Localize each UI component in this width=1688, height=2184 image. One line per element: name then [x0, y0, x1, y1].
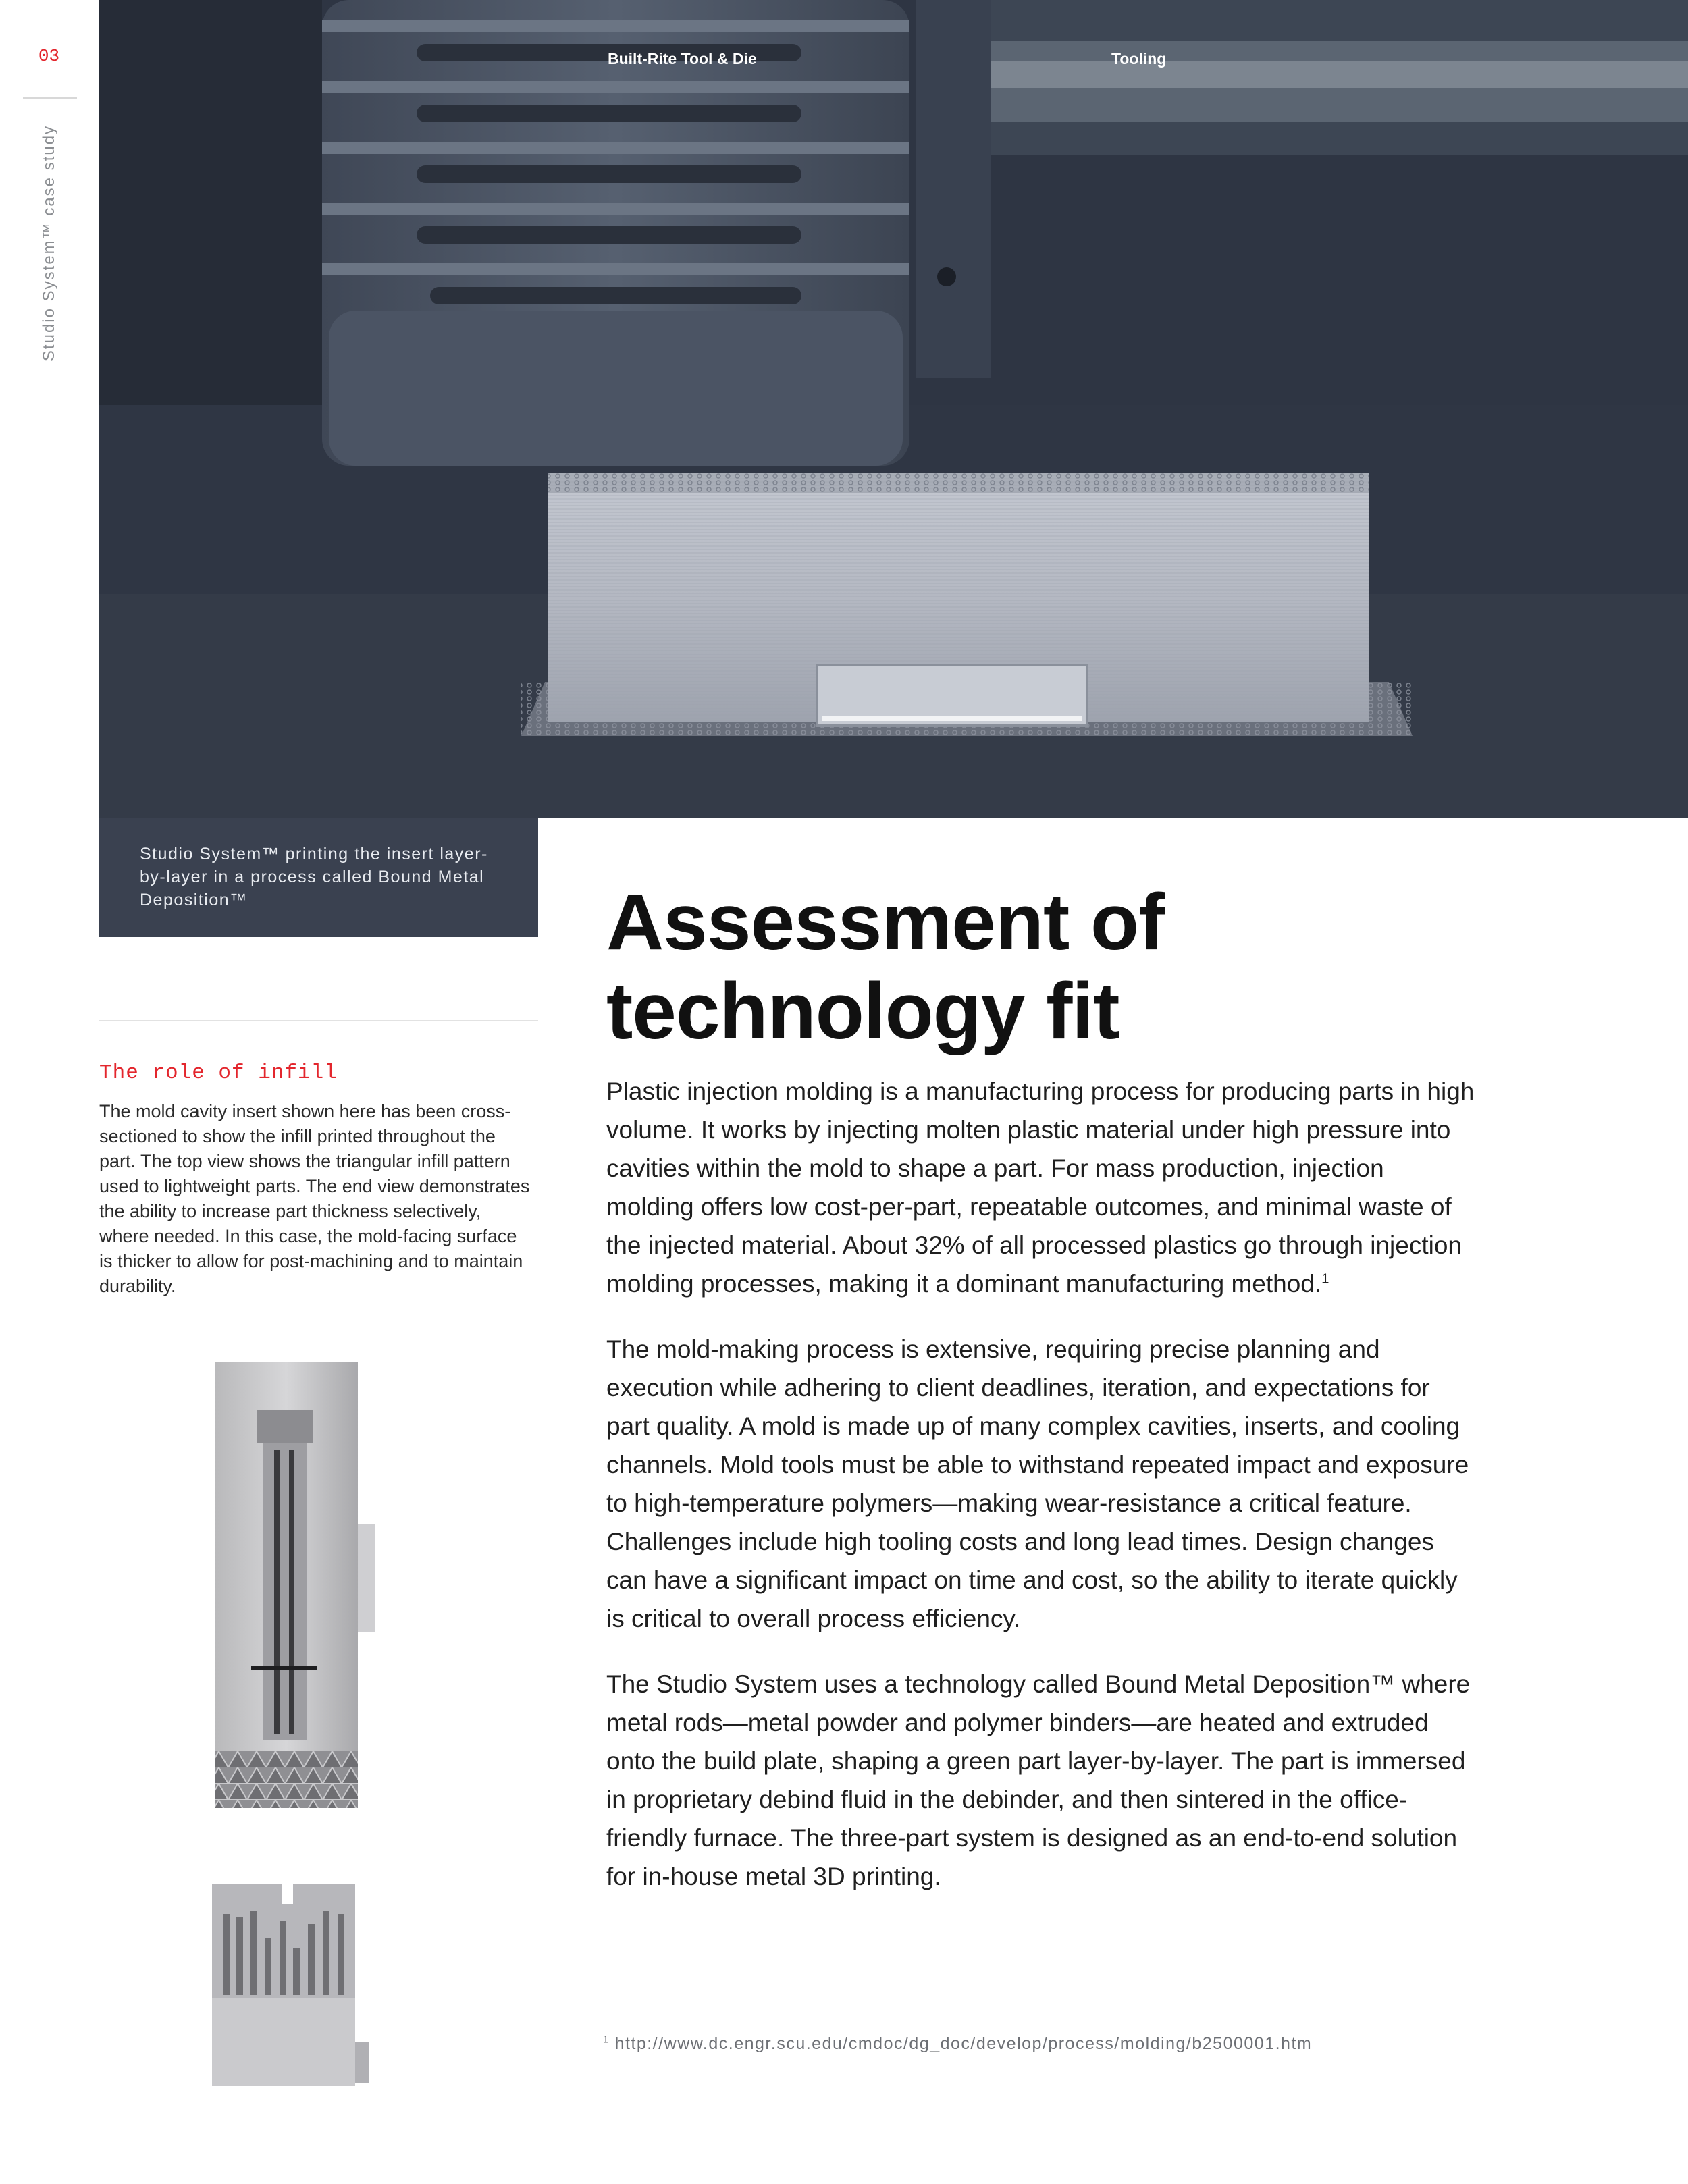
- sidebar-divider: [99, 1020, 538, 1021]
- page-number: 03: [38, 46, 60, 66]
- main-title: Assessment of technology fit: [606, 878, 1165, 1056]
- side-label: Studio System™ case study: [40, 124, 58, 362]
- footnote-ref: 1: [1321, 1271, 1329, 1287]
- footnote-marker: 1: [603, 2034, 610, 2045]
- header-section: Tooling: [1111, 50, 1167, 68]
- insert-end-view-image: [209, 1884, 385, 2096]
- paragraph-2: The mold-making process is extensive, requiring precise planning and execution while adhering to client deadlines, iteration, and expectations for part quality. A mold is made up of many complex cavities, inserts, and cooling channels. Mold tools must be able to withstand repeated impact and exposure to high-temperature polymers—making wear-resistance a critical feature. Challenges include high tooling costs and long lead times. Design changes can have a significant impact on time and cost, so the ability to iterate quickly is critical to overall process efficiency.: [606, 1335, 1469, 1632]
- sidebar-body: The mold cavity insert shown here has been cross-sectioned to show the infill printed throughout the part. The top view shows the triangular infill pattern used to lightweight parts. The end view demonstrates the ability to increase part thickness selectively, where needed. In this case, the mold-facing surface is thicker to allow for post-machining and to maintain durability.: [99, 1101, 530, 1296]
- hero-caption: Studio System™ printing the insert layer-by-layer in a process called Bound Metal Deposition™: [140, 845, 488, 909]
- paragraph-1-text: Plastic injection molding is a manufacturing process for producing parts in high volume. It works by injecting molten plastic material under high pressure into cavities within the mold to shape a part. For mass production, injection molding offers low cost-per-part, repeatable outcomes, and minimal waste of the injected material. About 32% of all processed plastics go through injection molding processes, making it a dominant manufacturing method.: [606, 1077, 1475, 1298]
- insert-top-view-image: [209, 1362, 385, 1818]
- paragraph-3: The Studio System uses a technology called Bound Metal Deposition™ where metal rods—metal powder and polymer binders—are heated and extruded onto the build plate, shaping a green part layer-by-layer. The part is immersed in proprietary debind fluid in the debinder, and then sintered in the office-friendly furnace. The three-part system is designed as an end-to-end solution for in-house metal 3D printing.: [606, 1670, 1471, 1890]
- rail-divider: [23, 97, 77, 99]
- hero-photo: [99, 0, 1688, 818]
- footnote: [603, 2034, 1312, 2054]
- sidebar-title: The role of infill: [99, 1061, 338, 1085]
- main-body: [606, 1072, 1477, 1923]
- paragraph-1: [606, 1072, 1477, 1303]
- footnote-url[interactable]: http://www.dc.engr.scu.edu/cmdoc/dg_doc/develop/process/molding/b2500001.htm: [614, 2034, 1313, 2053]
- printer-illustration: [99, 0, 1688, 818]
- header-company: Built-Rite Tool & Die: [608, 50, 757, 68]
